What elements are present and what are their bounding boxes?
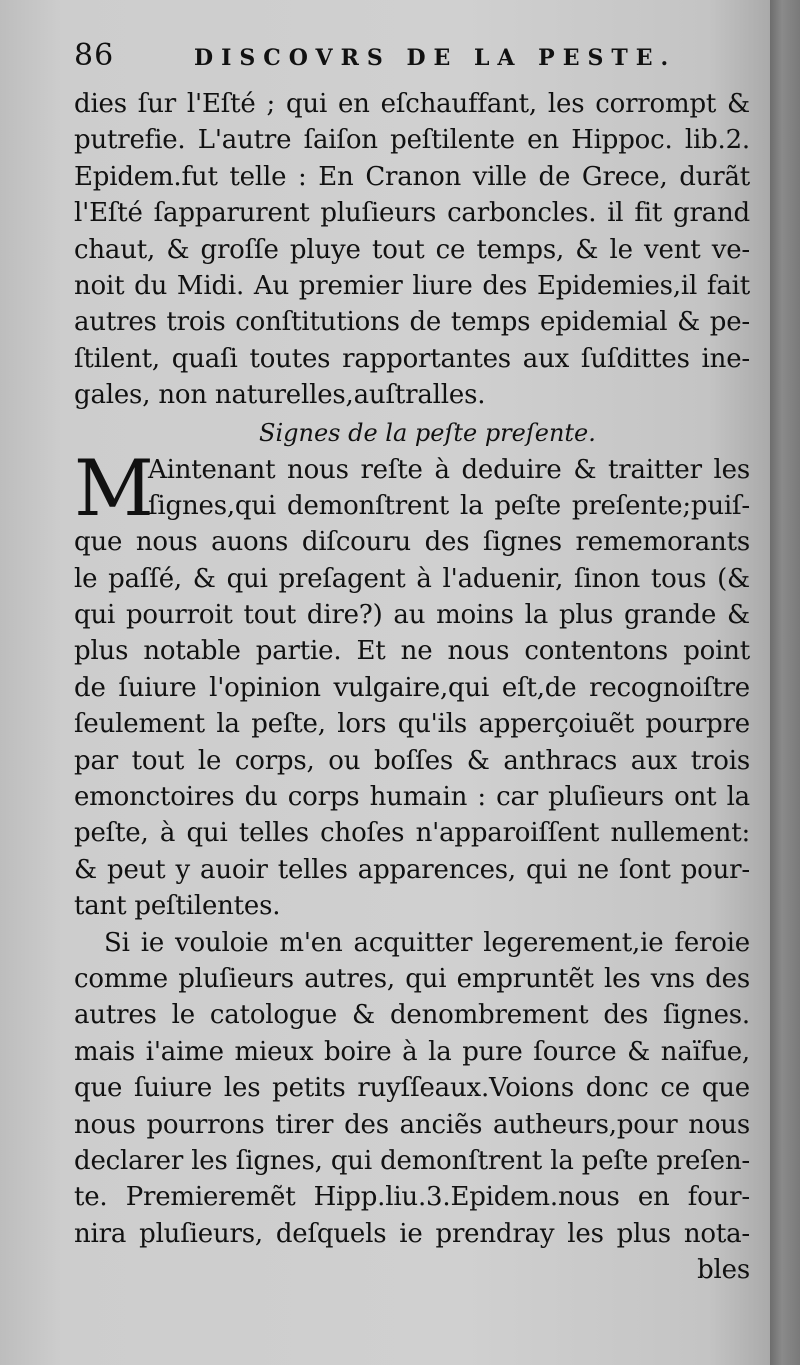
text-line: tant peſtilentes. [74,891,281,922]
section-heading: Signes de la peſte preſente. [259,418,596,447]
text-line: autres trois conſtitutions de temps epidemial & pe- [74,307,750,338]
text-line: chaut, & groſſe pluye tout ce temps, & le vent ve- [74,234,750,265]
page-edge [770,0,800,1365]
running-title: DISCOVRS DE LA PESTE. [194,45,677,71]
text-line: l'Eſté ſapparurent pluſieurs carboncles. il fit grand [74,198,750,229]
text-line: ſtilent, quaſi toutes rapportantes aux ſuſdittes ine- [74,343,750,374]
drop-cap-initial: M [74,443,154,534]
text-line: que ſuiure les petits ruyſſeaux.Voions donc ce que [74,1073,750,1104]
text-line: que nous auons diſcouru des ſignes rememorants [74,527,750,558]
text-line: comme pluſieurs autres, qui empruntẽt les vns des [74,963,750,994]
text-line: te. Premieremẽt Hipp.liu.3.Epidem.nous en four- [74,1182,750,1213]
text-line: ſeulement la peſte, lors qu'ils apperçoiuẽt pourpre [74,709,750,740]
catchword: bles [697,1255,750,1286]
paragraph-3 [74,925,750,1253]
paragraph-1 [74,86,750,414]
text-line: putrefie. L'autre ſaiſon peſtilente en Hippoc. lib.2. [74,125,750,156]
text-line: nous pourrons tirer des anciẽs autheurs,pour nous [74,1109,750,1140]
text-line: peſte, à qui telles choſes n'apparoiſſent nullement: [74,818,750,849]
text-line: le paſſé, & qui preſagent à l'aduenir, ſinon tous (& [74,563,750,594]
text-line: plus notable partie. Et ne nous contentons point [74,636,750,667]
text-line: de ſuiure l'opinion vulgaire,qui eſt,de recognoiſtre [74,672,750,703]
running-head [74,38,750,86]
text-line: & peut y auoir telles apparences, qui ne ſont pour- [74,854,750,885]
text-line: declarer les ſignes, qui demonſtrent la peſte preſen- [74,1145,750,1176]
text-line: Aintenant nous reſte à deduire & traitter les [148,454,750,485]
text-line: noit du Midi. Au premier liure des Epidemies,il fait [74,270,750,301]
text-line: qui pourroit tout dire?) au moins la plus grande & [74,600,750,631]
text-line: dies ſur l'Eſté ; qui en eſchauffant, les corrompt & [74,89,750,119]
text-line: gales, non naturelles,auſtralles. [74,380,486,411]
text-line: mais i'aime mieux boire à la pure ſource & naïfue, [74,1036,750,1067]
text-line: ſignes,qui demonſtrent la peſte preſente;puiſ- [148,490,750,521]
text-line: emonctoires du corps humain : car pluſieurs ont la [74,782,750,813]
paragraph-2 [74,443,750,925]
text-line: Si ie vouloie m'en acquitter legerement,ie feroie [104,927,750,958]
text-block [74,38,750,1289]
text-line: par tout le corps, ou boſſes & anthracs aux trois [74,745,750,776]
text-line: Epidem.fut telle : En Cranon ville de Grece, durãt [74,161,750,192]
text-line: autres le catologue & denombrement des ſignes. [74,1000,750,1031]
text-line: nira pluſieurs, deſquels ie prendray les plus nota- [74,1218,750,1249]
page-number: 86 [74,38,115,73]
